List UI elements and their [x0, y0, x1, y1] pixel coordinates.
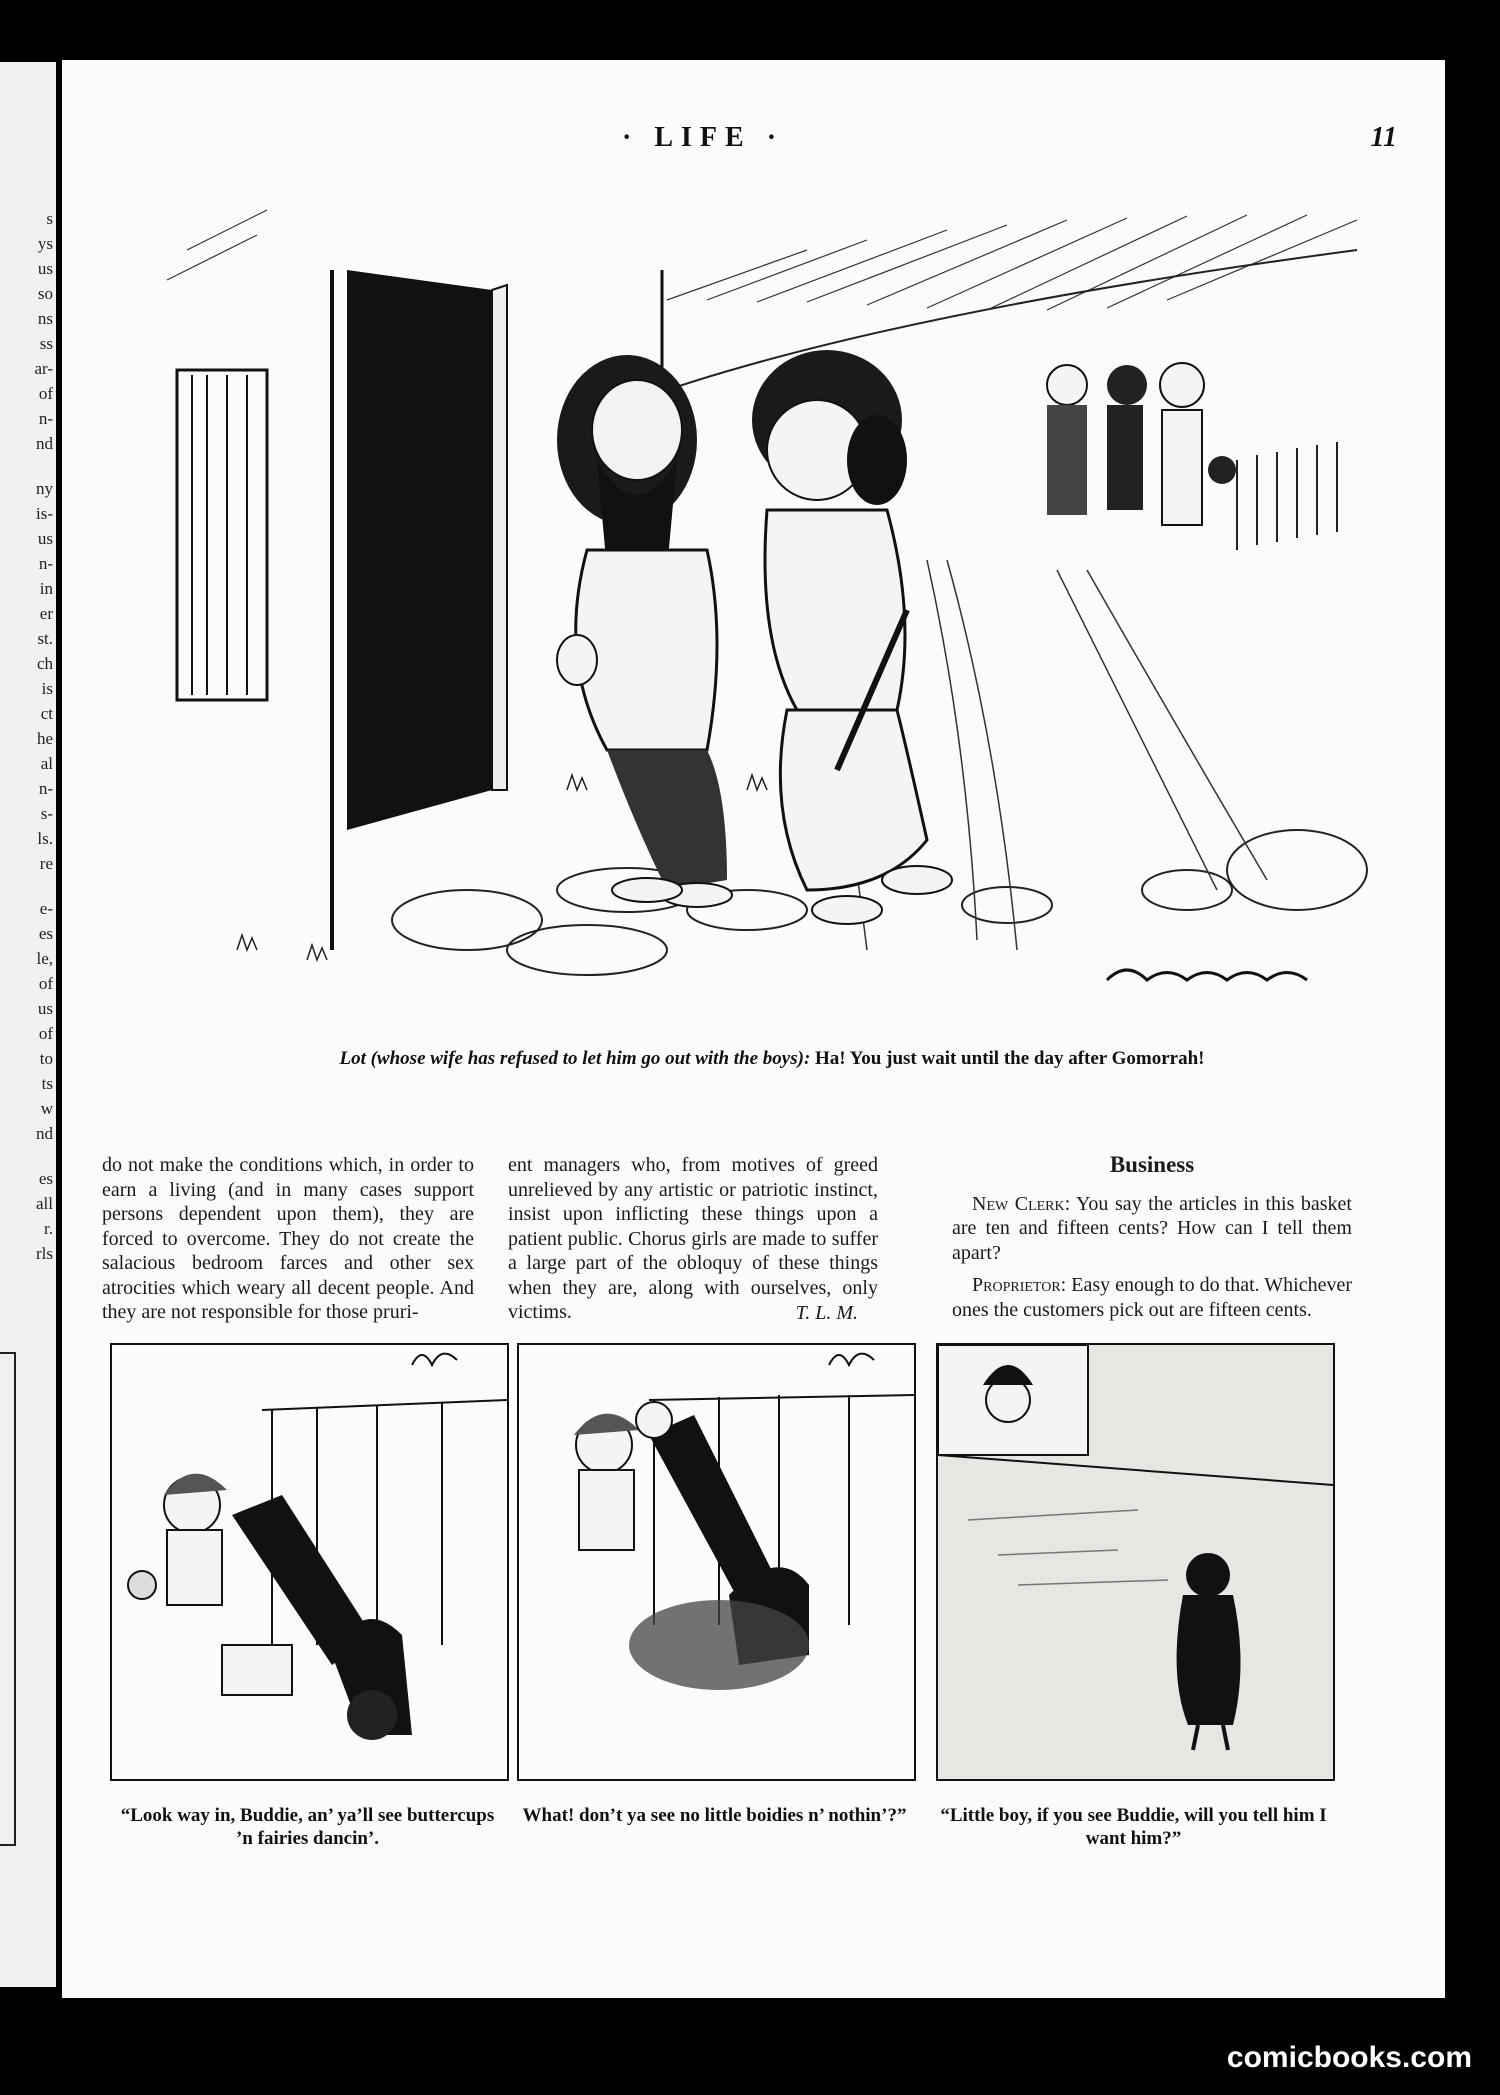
business-line-2	[952, 1273, 1352, 1322]
facing-page-text-fragment: ss	[39, 334, 53, 353]
facing-page-text-fragment: nd	[36, 434, 53, 453]
facing-page-text-fragment: to	[39, 1049, 53, 1068]
facing-page-text-fragment: ch	[36, 654, 53, 673]
facing-page-text-fragment: n-	[38, 779, 53, 798]
panel-2-caption: What! don’t ya see no little boidies n’ nothin’?”	[522, 1805, 907, 1826]
facing-page-text-fragment: n-	[38, 409, 53, 428]
facing-page-text-fragment: nd	[36, 1124, 53, 1143]
facing-page-text-fragment: ys	[37, 234, 53, 253]
business-joke	[952, 1153, 1352, 1330]
facing-page-text-fragment: ny	[36, 479, 53, 498]
panel-3-caption: “Little boy, if you see Buddie, will you tell him I want him?”	[940, 1805, 1327, 1849]
facing-page-text-fragment: of	[38, 384, 53, 403]
caption-text: Ha! You just wait until the day after Gomorrah!	[815, 1048, 1205, 1069]
business-title: Business	[1109, 1152, 1195, 1177]
facing-page-text-fragment: s-	[40, 804, 53, 823]
page-header	[62, 122, 1445, 162]
magazine-page	[62, 60, 1445, 1998]
facing-page-text-fragment: ls.	[37, 829, 53, 848]
facing-page-text-fragment: all	[36, 1194, 53, 1213]
facing-page-text-fragment: us	[37, 259, 53, 278]
facing-page-text-fragment: st.	[37, 629, 53, 648]
article-column-1: do not make the conditions which, in order to earn a living (and in many cases support persons dependent upon them), they are forced to overcome. They do not create the salacious bedroom farces and other sex atrocities which weary all decent people. And they are not responsible for those pruri-	[102, 1154, 474, 1323]
facing-page-text-fragment: he	[36, 729, 53, 748]
facing-page-text-fragment: al	[40, 754, 53, 773]
facing-page-text-fragment: ts	[41, 1074, 53, 1093]
facing-page-text-fragment: in	[39, 579, 53, 598]
facing-page-text-fragment: is	[41, 679, 53, 698]
comic-panel-2	[517, 1343, 916, 1781]
facing-page-text-fragment: so	[37, 284, 53, 303]
business-line-1-speaker: New Clerk:	[972, 1192, 1071, 1215]
facing-page-text-fragment: us	[37, 999, 53, 1018]
facing-page-text-fragment: is-	[36, 504, 53, 523]
facing-page-text-fragment: e-	[39, 899, 53, 918]
running-title: · LIFE ·	[622, 122, 785, 153]
artist-signature-icon	[1107, 970, 1307, 980]
facing-page-text-fragment: w	[40, 1099, 53, 1118]
article-signature: T. L. M.	[795, 1301, 858, 1324]
business-line-1-text: You say the articles in this basket are ten and fifteen cents? How can I tell them apart?	[952, 1192, 1352, 1264]
business-line-2-speaker: Proprietor:	[972, 1274, 1067, 1296]
facing-page-text-fragment: of	[38, 1024, 53, 1043]
comic-panel-3	[936, 1343, 1335, 1781]
comic-panel-1	[110, 1343, 509, 1781]
cartoon-caption	[272, 1048, 1272, 1071]
main-cartoon-illustration	[107, 190, 1402, 1035]
facing-page-text-fragment: of	[38, 974, 53, 993]
facing-page-text-fragment: er	[39, 604, 53, 623]
page-number: 11	[1370, 122, 1397, 153]
facing-page-text-fragment: re	[39, 854, 53, 873]
facing-page-text-fragment: es	[38, 1169, 53, 1188]
facing-page-text-fragment: n-	[38, 554, 53, 573]
facing-page-text-fragment: le,	[36, 949, 53, 968]
panel-1-caption: “Look way in, Buddie, an’ ya’ll see buttercups ’n fairies dancin’.	[120, 1805, 495, 1849]
site-watermark: comicbooks.com	[1226, 2041, 1472, 2074]
facing-page-text-fragment: us	[37, 529, 53, 548]
facing-page-text-fragment: ns	[37, 309, 53, 328]
facing-page-text-fragment: ar-	[34, 359, 53, 378]
business-line-1	[952, 1192, 1352, 1266]
business-line-2-text: Easy enough to do that. Whichever ones the customers pick out are fifteen cents.	[952, 1274, 1353, 1321]
article-column-2-text: ent managers who, from motives of greed unrelieved by any artistic or patriotic instinct, insist upon inflicting these things upon a patient public. Chorus girls are made to suffer a large part of the obloquy of these things when they are, along with ourselves, only victims.	[508, 1154, 878, 1323]
facing-page-text-fragment: rls	[36, 1244, 53, 1263]
article-column-2	[508, 1153, 878, 1325]
facing-page-text-fragment: es	[38, 924, 53, 943]
caption-speaker: Lot (whose wife has refused to let him go out with the boys):	[339, 1048, 811, 1069]
facing-page-panel-edge	[0, 1352, 16, 1846]
facing-page-text-fragment: s	[46, 209, 53, 228]
facing-page-edge	[0, 62, 56, 1987]
facing-page-text-fragment: ct	[40, 704, 53, 723]
facing-page-text-fragment: r.	[44, 1219, 53, 1238]
